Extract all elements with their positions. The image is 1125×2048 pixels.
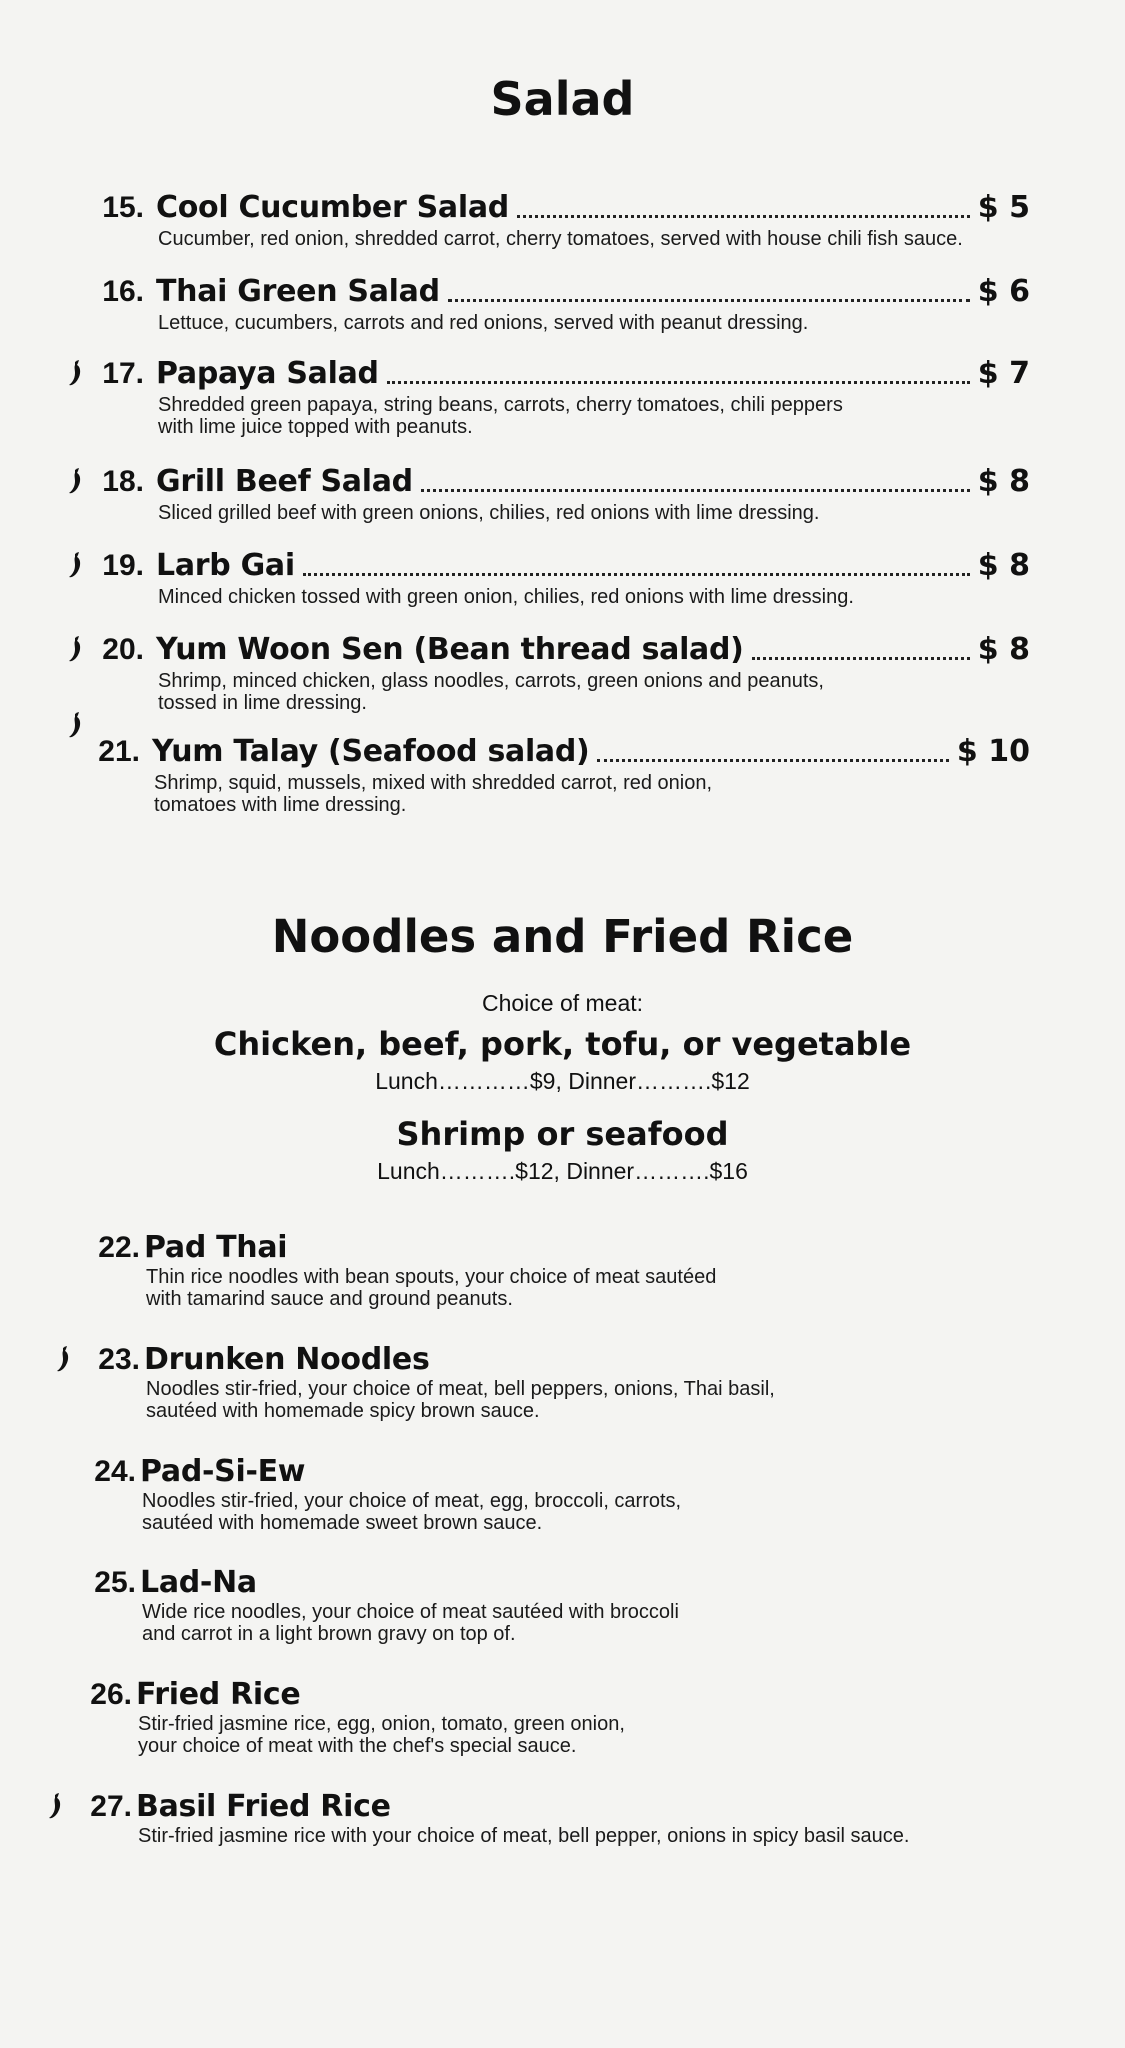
item-description: Stir-fried jasmine rice, egg, onion, tomato, green onion, your choice of meat with the chef's special sauce. bbox=[138, 1713, 625, 1757]
menu-item bbox=[0, 1454, 1125, 1534]
item-price: $ 8 bbox=[977, 548, 1030, 583]
item-number: 27. bbox=[90, 1790, 132, 1823]
meat-option-standard: Chicken, beef, pork, tofu, or vegetable bbox=[213, 1025, 912, 1063]
item-price: $ 10 bbox=[956, 734, 1030, 769]
menu-item bbox=[0, 632, 1125, 714]
item-name: Yum Talay (Seafood salad) bbox=[152, 734, 590, 769]
item-price: $ 8 bbox=[977, 464, 1030, 499]
leader-dots bbox=[387, 379, 970, 384]
item-number: 25. bbox=[94, 1566, 136, 1599]
choice-of-meat-label: Choice of meat: bbox=[481, 990, 644, 1016]
menu-item bbox=[0, 190, 1125, 250]
item-price: $ 5 bbox=[977, 190, 1030, 225]
menu-item bbox=[0, 1565, 1125, 1645]
item-name: Basil Fried Rice bbox=[136, 1789, 391, 1824]
leader-dots bbox=[448, 297, 970, 302]
item-description: Cucumber, red onion, shredded carrot, cherry tomatoes, served with house chili fish sauce. bbox=[158, 228, 963, 250]
leader-dots bbox=[752, 655, 970, 660]
item-name: Thai Green Salad bbox=[156, 274, 440, 309]
item-name: Grill Beef Salad bbox=[156, 464, 413, 499]
item-number: 22. bbox=[98, 1231, 140, 1264]
meat-option-standard-prices: Lunch…………$9, Dinner……….$12 bbox=[375, 1068, 750, 1094]
item-number: 17. bbox=[102, 357, 144, 390]
item-description: Shredded green papaya, string beans, carrots, cherry tomatoes, chili peppers with lime juice topped with peanuts. bbox=[158, 394, 843, 438]
item-number: 23. bbox=[98, 1343, 140, 1376]
item-name: Yum Woon Sen (Bean thread salad) bbox=[156, 632, 744, 667]
item-name: Lad-Na bbox=[140, 1565, 257, 1600]
meat-option-seafood: Shrimp or seafood bbox=[396, 1115, 729, 1153]
item-description: Sliced grilled beef with green onions, chilies, red onions with lime dressing. bbox=[158, 502, 820, 524]
item-number: 24. bbox=[94, 1455, 136, 1488]
item-description: Shrimp, squid, mussels, mixed with shredded carrot, red onion, tomatoes with lime dressing. bbox=[154, 772, 713, 816]
item-name: Papaya Salad bbox=[156, 356, 379, 391]
item-name: Larb Gai bbox=[156, 548, 295, 583]
item-description: Thin rice noodles with bean spouts, your choice of meat sautéed with tamarind sauce and ground peanuts. bbox=[146, 1266, 717, 1310]
item-description: Noodles stir-fried, your choice of meat, egg, broccoli, carrots, sautéed with homemade sweet brown sauce. bbox=[142, 1490, 682, 1534]
meat-option-seafood-prices: Lunch……….$12, Dinner……….$16 bbox=[377, 1158, 748, 1184]
item-description: Stir-fried jasmine rice with your choice of meat, bell pepper, onions in spicy basil sauce. bbox=[138, 1825, 910, 1847]
item-number: 26. bbox=[90, 1678, 132, 1711]
item-number: 20. bbox=[102, 633, 144, 666]
item-name: Pad Thai bbox=[144, 1230, 288, 1265]
menu-item bbox=[0, 548, 1125, 608]
leader-dots bbox=[597, 757, 948, 762]
menu-item bbox=[0, 1677, 1125, 1757]
item-name: Cool Cucumber Salad bbox=[156, 190, 509, 225]
item-number: 18. bbox=[102, 465, 144, 498]
item-description: Minced chicken tossed with green onion, chilies, red onions with lime dressing. bbox=[158, 586, 854, 608]
leader-dots bbox=[517, 213, 970, 218]
menu-item bbox=[0, 1342, 1125, 1422]
item-number: 21. bbox=[98, 735, 140, 768]
menu-item bbox=[0, 274, 1125, 334]
item-price: $ 8 bbox=[977, 632, 1030, 667]
leader-dots bbox=[303, 571, 970, 576]
item-description: Wide rice noodles, your choice of meat sautéed with broccoli and carrot in a light brown gravy on top of. bbox=[142, 1601, 679, 1645]
item-name: Drunken Noodles bbox=[144, 1342, 430, 1377]
item-number: 19. bbox=[102, 549, 144, 582]
salad-section-title: Salad bbox=[490, 72, 635, 126]
menu-item bbox=[0, 1789, 1125, 1847]
item-number: 15. bbox=[102, 191, 144, 224]
menu-item bbox=[0, 1230, 1125, 1310]
item-price: $ 7 bbox=[977, 356, 1030, 391]
noodles-section-title: Noodles and Fried Rice bbox=[271, 910, 854, 963]
item-number: 16. bbox=[102, 275, 144, 308]
menu-item bbox=[0, 464, 1125, 524]
item-price: $ 6 bbox=[977, 274, 1030, 309]
menu-item bbox=[0, 734, 1125, 816]
leader-dots bbox=[421, 487, 970, 492]
item-description: Lettuce, cucumbers, carrots and red onions, served with peanut dressing. bbox=[158, 312, 809, 334]
menu-item bbox=[0, 356, 1125, 438]
item-description: Noodles stir-fried, your choice of meat, bell peppers, onions, Thai basil, sautéed with homemade spicy brown sauce. bbox=[146, 1378, 775, 1422]
item-name: Pad-Si-Ew bbox=[140, 1454, 306, 1489]
item-name: Fried Rice bbox=[136, 1677, 301, 1712]
item-description: Shrimp, minced chicken, glass noodles, carrots, green onions and peanuts, tossed in lime dressing. bbox=[158, 670, 824, 714]
